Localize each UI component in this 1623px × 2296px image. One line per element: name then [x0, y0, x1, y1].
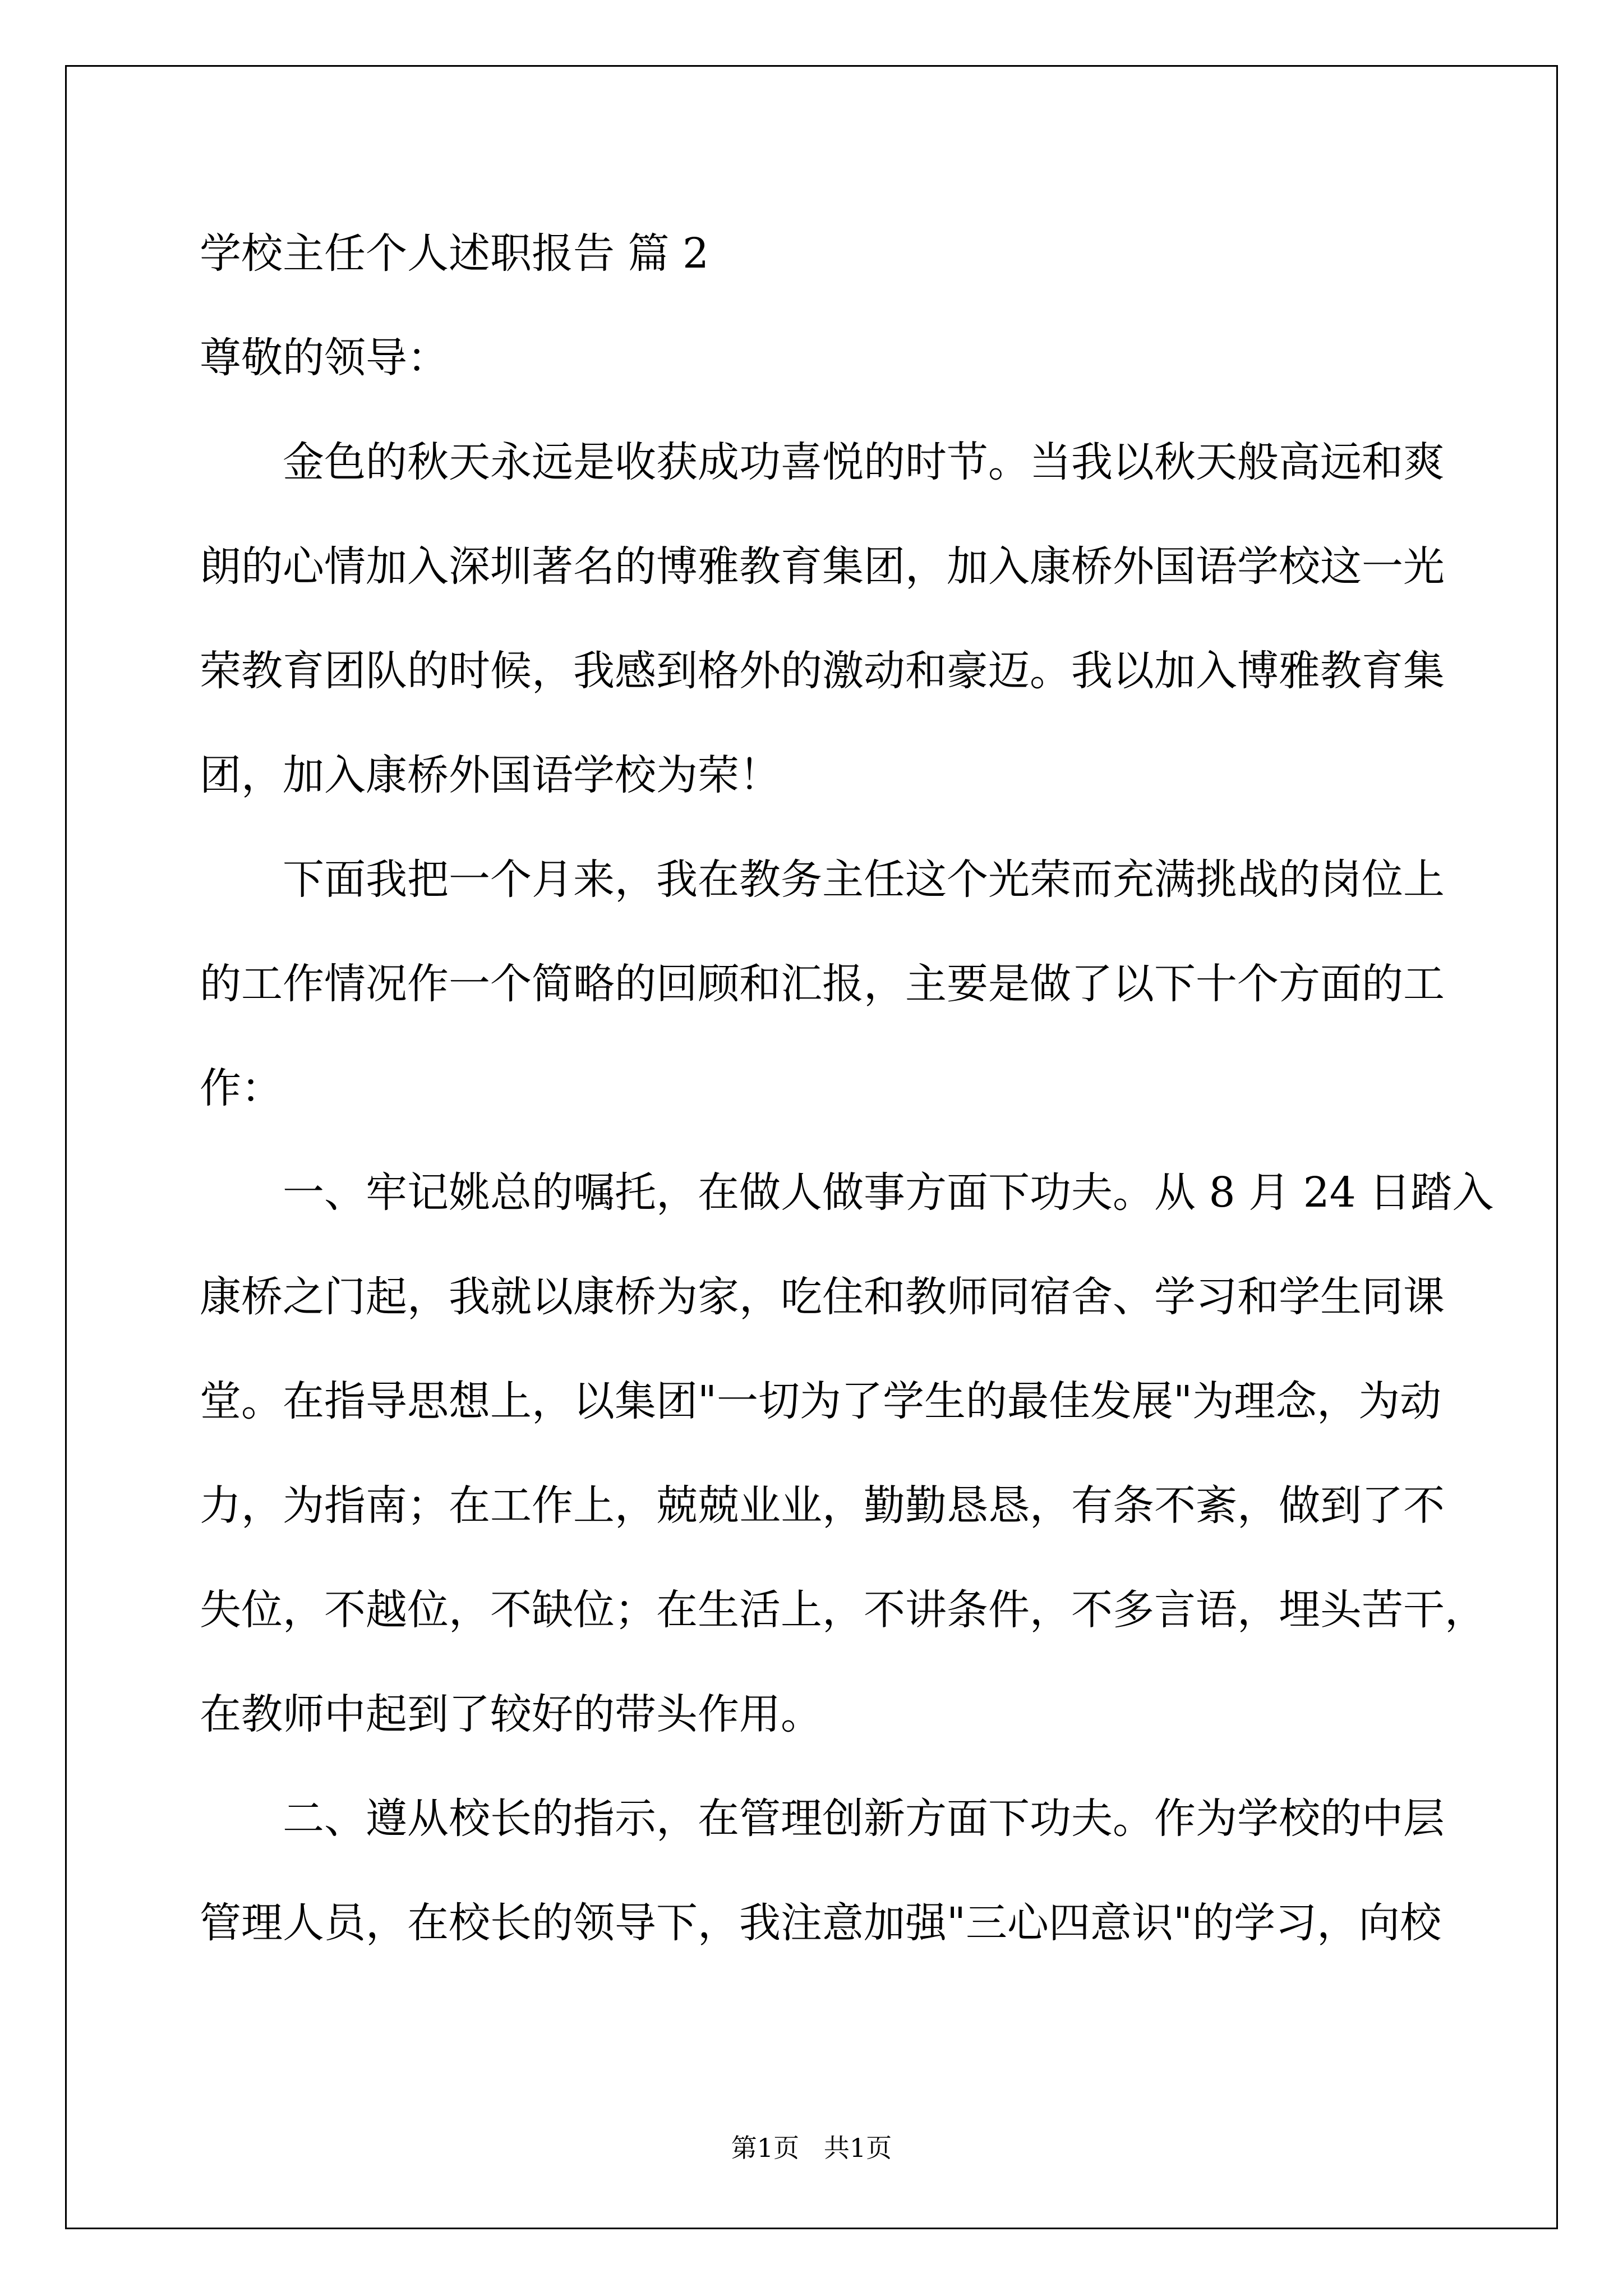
salutation: 尊敬的领导：: [200, 334, 449, 382]
paragraph-line: 朗的心情加入深圳著名的博雅教育集团，加入康桥外国语学校这一光: [200, 542, 1445, 591]
paragraph-line: 下面我把一个月来，我在教务主任这个光荣而充满挑战的岗位上: [283, 855, 1445, 904]
paragraph-line: 团，加入康桥外国语学校为荣！: [200, 751, 781, 799]
paragraph-line: 康桥之门起，我就以康桥为家，吃住和教师同宿舍、学习和学生同课: [200, 1273, 1445, 1321]
paragraph-line: 二、遵从校长的指示，在管理创新方面下功夫。作为学校的中层: [283, 1795, 1445, 1843]
paragraph-line: 失位，不越位，不缺位；在生活上，不讲条件，不多言语，埋头苦干，: [200, 1586, 1486, 1634]
paragraph-line: 作：: [200, 1064, 283, 1112]
paragraph-line: 力，为指南；在工作上，兢兢业业，勤勤恳恳，有条不紊，做到了不: [200, 1481, 1445, 1530]
paragraph-line: 管理人员，在校长的领导下，我注意加强"三心四意识"的学习，向校: [200, 1899, 1442, 1947]
paragraph-line: 金色的秋天永远是收获成功喜悦的时节。当我以秋天般高远和爽: [283, 438, 1445, 486]
paragraph-line: 的工作情况作一个简略的回顾和汇报，主要是做了以下十个方面的工: [200, 960, 1445, 1008]
paragraph-line: 一、牢记姚总的嘱托，在做人做事方面下功夫。从 8 月 24 日踏入: [283, 1168, 1494, 1217]
page-footer: 第1页 共1页: [731, 2133, 892, 2163]
paragraph-line: 堂。在指导思想上，以集团"一切为了学生的最佳发展"为理念，为动: [200, 1377, 1442, 1425]
paragraph-line: 荣教育团队的时候，我感到格外的激动和豪迈。我以加入博雅教育集: [200, 647, 1445, 695]
document-title: 学校主任个人述职报告 篇 2: [200, 229, 709, 278]
paragraph-line: 在教师中起到了较好的带头作用。: [200, 1690, 822, 1738]
